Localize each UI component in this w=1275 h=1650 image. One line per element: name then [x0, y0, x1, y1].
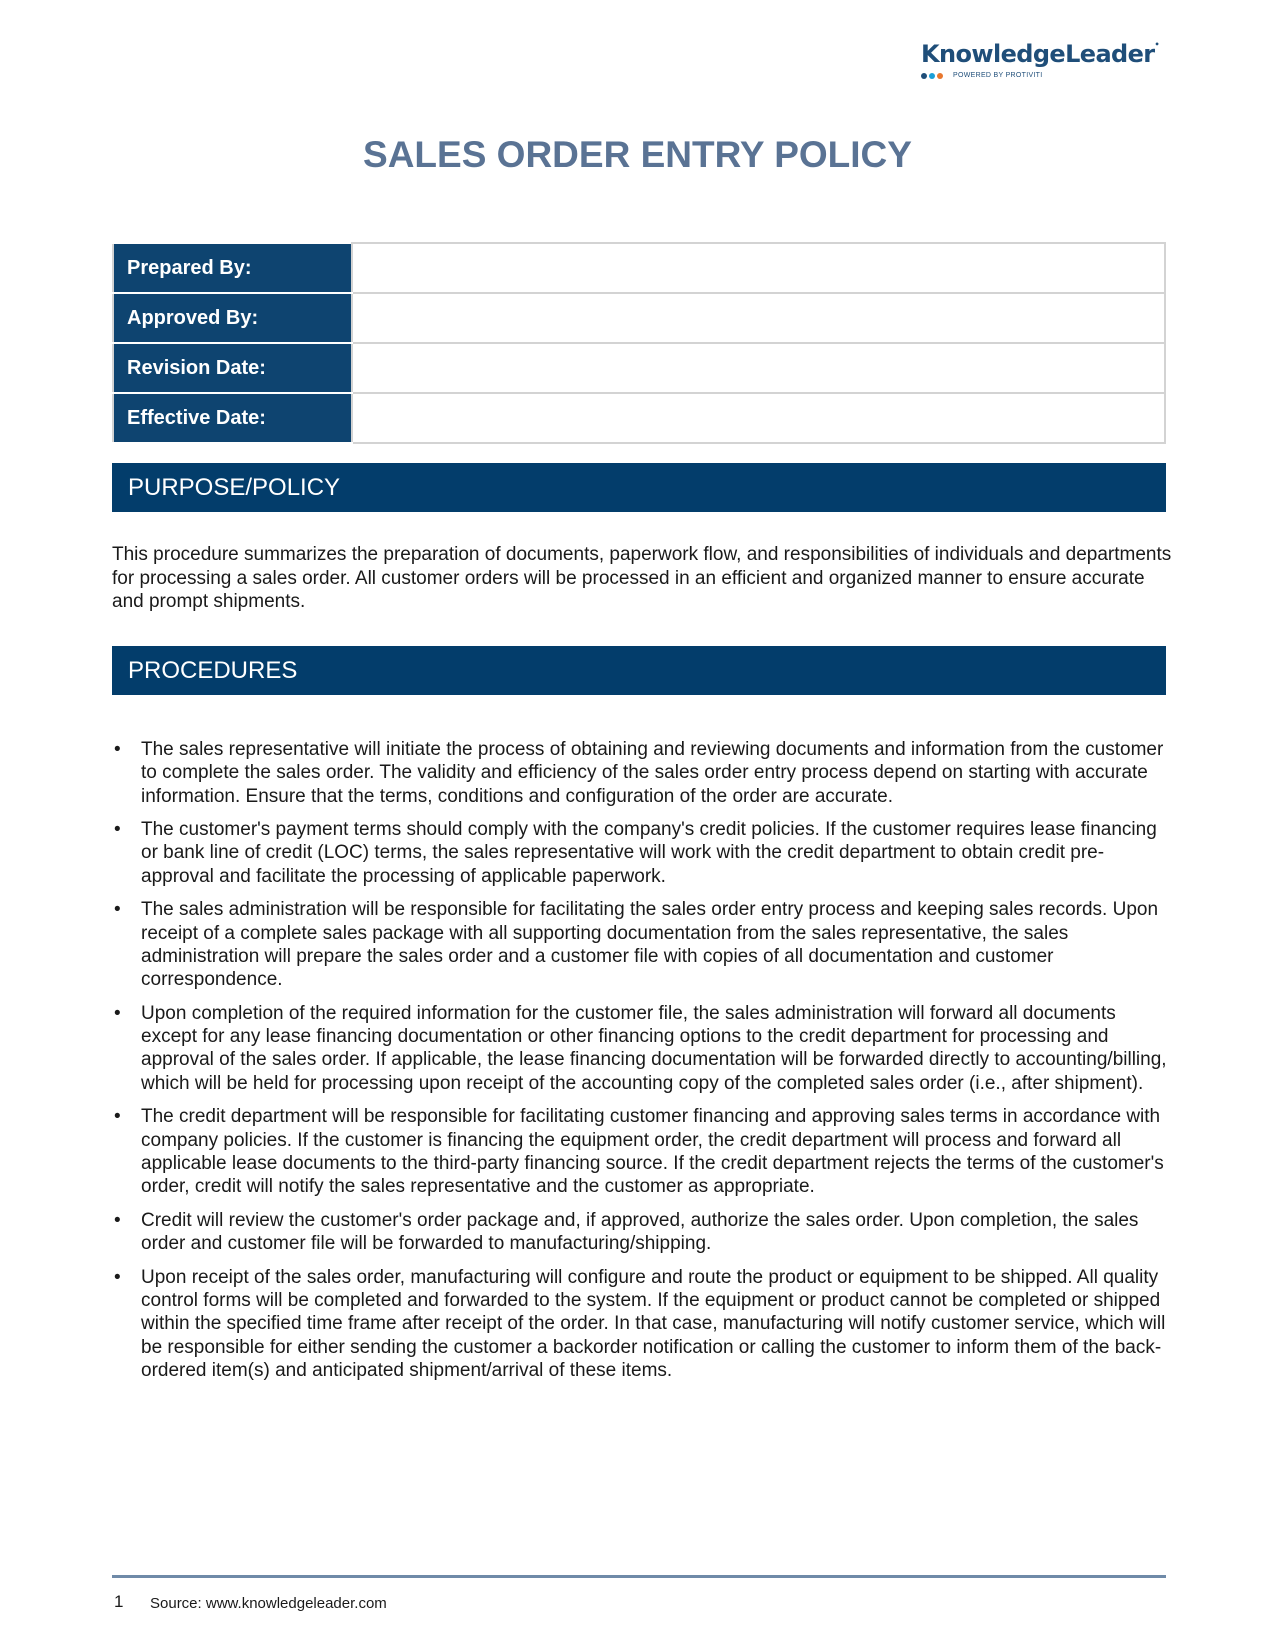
purpose-paragraph: This procedure summarizes the preparation of documents, paperwork flow, and responsibilities of individuals and departments for processing a sales order. All customer orders will be processed in an efficient and organized manner to ensure accurate and prompt shipments. — [112, 544, 1172, 612]
bullet-icon: • — [114, 1266, 121, 1288]
meta-label: Effective Date: — [113, 393, 352, 443]
bullet-icon: • — [114, 739, 121, 760]
procedures-list — [112, 738, 1172, 1393]
list-item: • The customer's payment terms should comply with the company's credit policies. If the customer requires lease financing or bank line of credit (LOC) terms, the sales representative will work with the credit department to obtain credit pre-approval and facilitate the processing of applicable paperwork. — [114, 819, 1157, 887]
document-meta-table — [112, 242, 1166, 444]
knowledgeleader-logo — [921, 40, 1161, 100]
approved-by-field[interactable] — [352, 293, 1165, 343]
procedures-section-heading: PROCEDURES — [112, 646, 1166, 695]
list-item: • Upon completion of the required information for the customer file, the sales administration will forward all documents except for any lease financing documentation or other financing options to the credit department for processing and approval of the sales order. If applicable, the lease financing documentation will be forwarded directly to accounting/billing, which will be held for processing upon receipt of the accounting copy of the completed sales order (i.e., after shipment). — [114, 1002, 1167, 1094]
bullet-icon: • — [114, 1002, 121, 1024]
footer-divider — [112, 1575, 1166, 1578]
logo-tagline: POWERED BY PROTIVITI — [953, 72, 1043, 79]
page-number: 1 — [114, 1592, 124, 1611]
meta-row-effective-date — [113, 393, 1165, 443]
list-item: • Credit will review the customer's order package and, if approved, authorize the sales order. Upon completion, the sales order and customer file will be forwarded to manufacturing/shipping. — [114, 1209, 1139, 1255]
effective-date-field[interactable] — [352, 393, 1165, 443]
list-item: • The sales representative will initiate the process of obtaining and reviewing documents and information from the customer to complete the sales order. The validity and efficiency of the sales order entry process depend on starting with accurate information. Ensure that the terms, conditions and configuration of the order are accurate. — [114, 739, 1164, 807]
logo-dot-1 — [921, 73, 927, 79]
revision-date-field[interactable] — [352, 343, 1165, 393]
logo-dot-2 — [929, 73, 935, 79]
meta-label: Approved By: — [113, 293, 352, 343]
purpose-section-heading: PURPOSE/POLICY — [112, 463, 1166, 512]
list-item: • The sales administration will be responsible for facilitating the sales order entry process and keeping sales records. Upon receipt of a complete sales package with all supporting documentation from the sales representative, the sales administration will prepare the sales order and a customer file with copies of all documentation and customer correspondence. — [114, 899, 1159, 991]
prepared-by-field[interactable] — [352, 243, 1165, 293]
meta-label: Revision Date: — [113, 343, 352, 393]
document-title: SALES ORDER ENTRY POLICY — [363, 134, 912, 175]
logo-dot-3 — [937, 73, 943, 79]
source-link[interactable]: Source: www.knowledgeleader.com — [150, 1595, 387, 1612]
meta-row-prepared-by — [113, 243, 1165, 293]
list-item: • Upon receipt of the sales order, manufacturing will configure and route the product or equipment to be shipped. All quality control forms will be completed and forwarded to the system. If the equipment or product cannot be completed or shipped within the specified time frame after receipt of the order. In that case, manufacturing will notify customer service, which will be responsible for either sending the customer a backorder notification or calling the customer to inform them of the back-ordered item(s) and anticipated shipment/arrival of these items. — [114, 1266, 1166, 1381]
bullet-icon: • — [114, 899, 121, 921]
list-item: • The credit department will be responsible for facilitating customer financing and approving sales terms in accordance with company policies. If the customer is financing the equipment order, the credit department will process and forward all applicable lease documents to the third-party financing source. If the credit department rejects the terms of the customer's order, credit will notify the sales representative and the customer as appropriate. — [114, 1106, 1164, 1198]
bullet-icon: • — [114, 1106, 121, 1128]
bullet-icon: • — [114, 1209, 121, 1231]
meta-row-revision-date — [113, 343, 1165, 393]
bullet-icon: • — [114, 819, 121, 841]
logo-wordmark: KnowledgeLeader• — [921, 40, 1160, 68]
meta-row-approved-by — [113, 293, 1165, 343]
meta-label: Prepared By: — [113, 243, 352, 293]
